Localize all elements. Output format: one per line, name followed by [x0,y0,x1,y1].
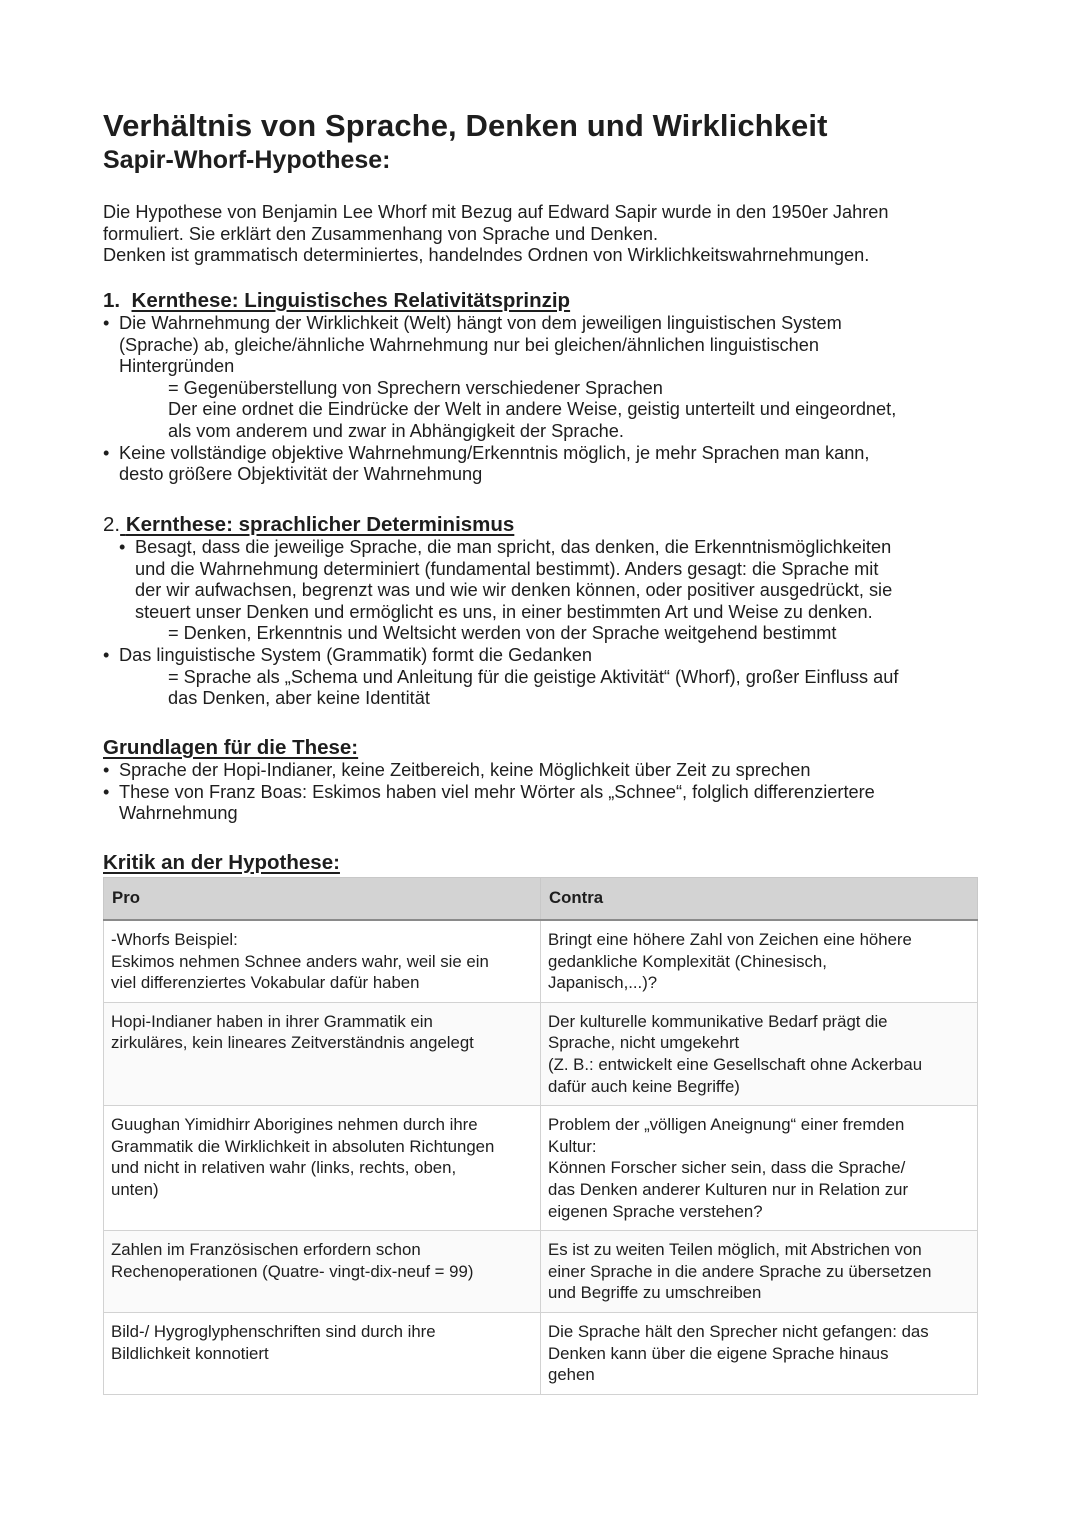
page-title: Verhältnis von Sprache, Denken und Wirklichkeit [103,108,828,143]
section-critique [103,851,983,875]
text-line: der wir aufwachsen, begrenzt was und wie wir denken können, oder positiver ausgedrückt, sie [135,580,893,601]
text-line: und die Wahrnehmung determiniert (fundamental bestimmt). Anders gesagt: die Sprache mit [135,558,879,579]
cell-text-line: Hopi-Indianer haben in ihrer Grammatik ein [111,1011,433,1031]
list-item [103,760,983,782]
indented-line: als vom anderem und zwar in Abhängigkeit der Sprache. [168,420,624,441]
indented-line: Der eine ordnet die Eindrücke der Welt in andere Weise, geistig unterteilt und eingeordnet, [168,399,897,420]
text-line: • Sprache der Hopi-Indianer, keine Zeitbereich, keine Möglichkeit über Zeit zu sprechen [119,760,811,780]
indented-line: = Sprache als „Schema und Anleitung für die geistige Aktivität“ (Whorf), großer Einfluss auf [168,666,899,687]
cell-text-line: Zahlen im Französischen erfordern schon [111,1240,421,1260]
list-item [103,782,983,825]
table-header-row [104,878,978,921]
section-title: Kernthese: sprachlicher Determinismus [125,513,515,536]
cell-text-line: zirkuläres, kein lineares Zeitverständnis angelegt [111,1033,474,1053]
cell-text-line: Sprache, nicht umgekehrt [548,1033,740,1053]
text-line: • Keine vollständige objektive Wahrnehmung/Erkenntnis möglich, je mehr Sprachen man kann, [119,442,870,463]
cell-text-line: gedankliche Komplexität (Chinesisch, [548,951,827,971]
section-heading [103,513,983,537]
cell-text-line: Bildlichkeit konnotiert [111,1343,269,1363]
text-line: • Die Wahrnehmung der Wirklichkeit (Welt) hängt von dem jeweiligen linguistischen System [119,313,842,333]
table-row [104,1106,978,1231]
section-title: Grundlagen für die These: [103,736,359,759]
cell-text-line: Der kulturelle kommunikative Bedarf prägt die [548,1011,888,1031]
document-page [103,108,983,1385]
indented-line: = Gegenüberstellung von Sprechern verschiedener Sprachen [168,377,663,398]
contra-cell [541,1231,978,1313]
intro-line: Die Hypothese von Benjamin Lee Whorf mit Bezug auf Edward Sapir wurde in den 1950er Jahren [103,202,889,222]
cell-text-line: Japanisch,...)? [548,973,658,993]
pro-cell [104,1231,541,1313]
pro-cell [104,1106,541,1231]
cell-text-line: Bild-/ Hygroglyphenschriften sind durch ihre [111,1321,436,1341]
text-line: steuert unser Denken und ermöglicht es uns, in einer bestimmten Art und Weise zu denken. [135,601,873,622]
cell-text-line: und nicht in relativen wahr (links, rechts, oben, [111,1158,457,1178]
list-item [103,313,983,443]
section-determinism [103,513,983,710]
section-title: Kritik an der Hypothese: [103,851,340,874]
contra-cell [541,920,978,1002]
cell-text-line: Problem der „völligen Aneignung“ einer fremden [548,1115,905,1135]
list-item [103,443,983,486]
cell-text-line: einer Sprache in die andere Sprache zu übersetzen [548,1261,932,1281]
pro-contra-table [103,877,978,1395]
text-line: • These von Franz Boas: Eskimos haben viel mehr Wörter als „Schnee“, folglich differenziertere [119,781,875,802]
text-line: (Sprache) ab, gleiche/ähnliche Wahrnehmung nur bei gleichen/ähnlichen linguistischen [119,334,819,355]
section-number: 2. [103,513,121,536]
pro-cell [104,1312,541,1394]
text-line: • Besagt, dass die jeweilige Sprache, die man spricht, das denken, die Erkenntnismöglichkeiten [135,537,892,557]
section-number: 1. [103,289,121,312]
intro-line: Denken ist grammatisch determiniertes, handelndes Ordnen von Wirklichkeitswahrnehmungen. [103,245,870,266]
table-row [104,920,978,1002]
page-subtitle: Sapir-Whorf-Hypothese: [103,146,391,174]
text-line: Wahrnehmung [119,803,238,824]
contra-cell [541,1312,978,1394]
section-heading [103,736,983,760]
cell-text-line: dafür auch keine Begriffe) [548,1076,740,1096]
table-row [104,1312,978,1394]
cell-text-line: Rechenoperationen (Quatre- vingt-dix-neuf = 99) [111,1261,474,1281]
intro-paragraph [103,202,983,267]
contra-cell [541,1002,978,1105]
cell-text-line: Bringt eine höhere Zahl von Zeichen eine höhere [548,930,912,949]
list-item [103,645,983,710]
section-heading [103,851,983,875]
section-title: Kernthese: Linguistisches Relativitätsprinzip [131,289,571,312]
column-header-contra: Contra [541,878,978,921]
text-line: • Das linguistische System (Grammatik) formt die Gedanken [119,644,593,665]
cell-text-line: Können Forscher sicher sein, dass die Sprache/ [548,1158,906,1178]
bullet-list [103,537,983,645]
cell-text-line: -Whorfs Beispiel: [111,930,238,949]
cell-text-line: viel differenziertes Vokabular dafür haben [111,973,420,993]
indented-line: das Denken, aber keine Identität [168,688,430,709]
pro-cell [104,1002,541,1105]
cell-text-line: Grammatik die Wirklichkeit in absoluten Richtungen [111,1136,495,1156]
cell-text-line: gehen [548,1365,595,1385]
text-line: Hintergründen [119,356,235,377]
cell-text-line: Es ist zu weiten Teilen möglich, mit Abstrichen von [548,1240,922,1260]
column-header-pro: Pro [104,878,541,921]
section-relativity [103,289,983,486]
cell-text-line: das Denken anderer Kulturen nur in Relation zur [548,1179,909,1199]
section-heading [103,289,983,313]
cell-text-line: Die Sprache hält den Sprecher nicht gefangen: das [548,1321,929,1341]
table-row [104,1231,978,1313]
bullet-list [103,313,983,486]
cell-text-line: Kultur: [548,1136,597,1156]
intro-line: formuliert. Sie erklärt den Zusammenhang von Sprache und Denken. [103,223,659,244]
indented-line: = Denken, Erkenntnis und Weltsicht werden von der Sprache weitgehend bestimmt [168,623,837,644]
cell-text-line: Eskimos nehmen Schnee anders wahr, weil sie ein [111,951,489,971]
pro-cell [104,920,541,1002]
text-line: desto größere Objektivität der Wahrnehmung [119,464,483,485]
cell-text-line: Guughan Yimidhirr Aborigines nehmen durch ihre [111,1115,478,1135]
table-row [104,1002,978,1105]
table-body [104,920,978,1394]
cell-text-line: (Z. B.: entwickelt eine Gesellschaft ohne Ackerbau [548,1054,923,1074]
cell-text-line: und Begriffe zu umschreiben [548,1283,762,1303]
bullet-list [103,645,983,710]
list-item [119,537,983,645]
section-basis [103,736,983,825]
cell-text-line: Denken kann über die eigene Sprache hinaus [548,1343,889,1363]
cell-text-line: unten) [111,1179,159,1199]
cell-text-line: eigenen Sprache verstehen? [548,1201,763,1221]
bullet-list [103,760,983,825]
contra-cell [541,1106,978,1231]
